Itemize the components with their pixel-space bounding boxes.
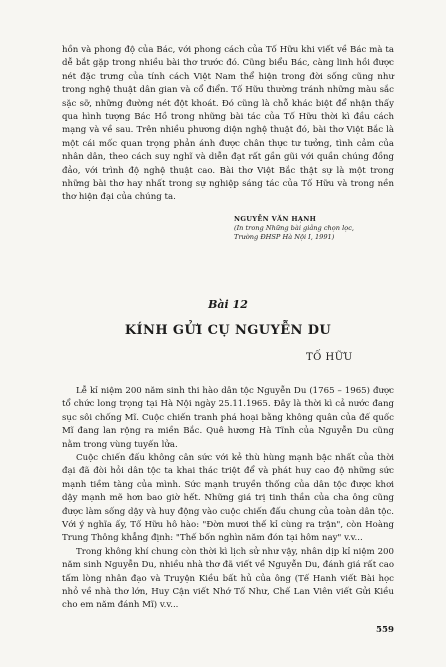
page-number: 559 bbox=[376, 625, 394, 635]
signature-source-1: (In trong Những bài giảng chọn lọc, bbox=[234, 223, 354, 232]
body-text bbox=[62, 385, 394, 613]
signature-block bbox=[234, 215, 394, 242]
lesson-label: Bài 12 bbox=[208, 297, 248, 311]
lesson-title: KÍNH GỬI CỤ NGUYỄN DU bbox=[124, 322, 332, 338]
lesson-author: TỐ HỮU bbox=[306, 351, 353, 363]
body-paragraph-2: Cuộc chiến đấu không cân sức với kẻ thù hùng mạnh bậc nhất của thời đại đã đòi hỏi dân tộc ta khai thác triệt để và phát huy cao độ những sức mạnh tiềm tàng của mình. Sức mạnh truyền thống của dân tộc được khơi dậy mạnh mẽ hơn bao giờ hết. Những giá trị tinh thần của cha ông cũng được làm sống dậy và huy động vào cuộc chiến đấu chung của toàn dân tộc. Với ý nghĩa ấy, Tố Hữu hô hào: "Đờn mươi thế kỉ cùng ra trận", còn Hoàng Trung Thông khẳng định: "Thế bốn nghìn năm đón tại hôm nay" v.v... bbox=[62, 452, 394, 544]
body-paragraph-1: Lễ kỉ niệm 200 năm sinh thi hào dân tộc Nguyễn Du (1765 – 1965) được tổ chức long trọng tại Hà Nội ngày 25.11.1965. Đây là thời kì cả nước đang sục sôi chống Mĩ. Cuộc chiến tranh phá hoại bằng không quân của đế quốc Mĩ đang lan rộng ra miền Bắc. Quê hương Hà Tĩnh của Nguyễn Du cũng nằm trong vùng tuyến lửa. bbox=[62, 385, 394, 450]
body-paragraph-3: Trong không khí chung còn thời kì lịch sử như vậy, nhân dịp kỉ niệm 200 năm sinh Nguyễn Du, nhiều nhà thơ đã viết về Nguyễn Du, đánh giá rất cao tấm lòng nhân đạo và Truyện Kiều bất hủ của ông (Tế Hanh viết Bài học nhỏ về nhà thơ lớn, Huy Cận viết Nhớ Tố Như, Chế Lan Viên viết Gửi Kiều cho em năm đánh Mĩ) v.v... bbox=[62, 546, 394, 611]
intro-paragraph: hồn và phong độ của Bác, với phong cách của Tố Hữu khi viết về Bác mà ta dễ bắt gặp trong nhiều bài thơ trước đó. Cũng biểu Bác, càng linh hồi được nét đặc trưng của tính cách Việt Nam thể hiện trong đời sống cũng như trong nghệ thuật dân gian và cổ điển. Tố Hữu thường tránh những màu sắc sặc sỡ, những đường nét đột khoát. Đó cũng là chỗ khác biệt để nhận thấy qua hình tượng Bác Hồ trong những bài tác của Tố Hữu thời kì đầu cách mạng và về sau. Trên nhiều phương diện nghệ thuật đó, bài thơ Việt Bắc là một cái mốc quan trọng phản ánh được chân thực tư tưởng, tình cảm của nhân dân, theo cách suy nghĩ và diễn đạt rất gần gũi với quần chúng đồng đảo, với trình độ nghệ thuật cao. Bài thơ Việt Bắc thật sự là một trong những bài thơ hay nhất trong sự nghiệp sáng tác của Tố Hữu và trong nền thơ hiện đại của chúng ta. bbox=[62, 45, 394, 203]
signature-source-2: Trường ĐHSP Hà Nội I, 1991) bbox=[234, 232, 335, 241]
signature-name: NGUYỄN VĂN HẠNH bbox=[234, 214, 317, 223]
